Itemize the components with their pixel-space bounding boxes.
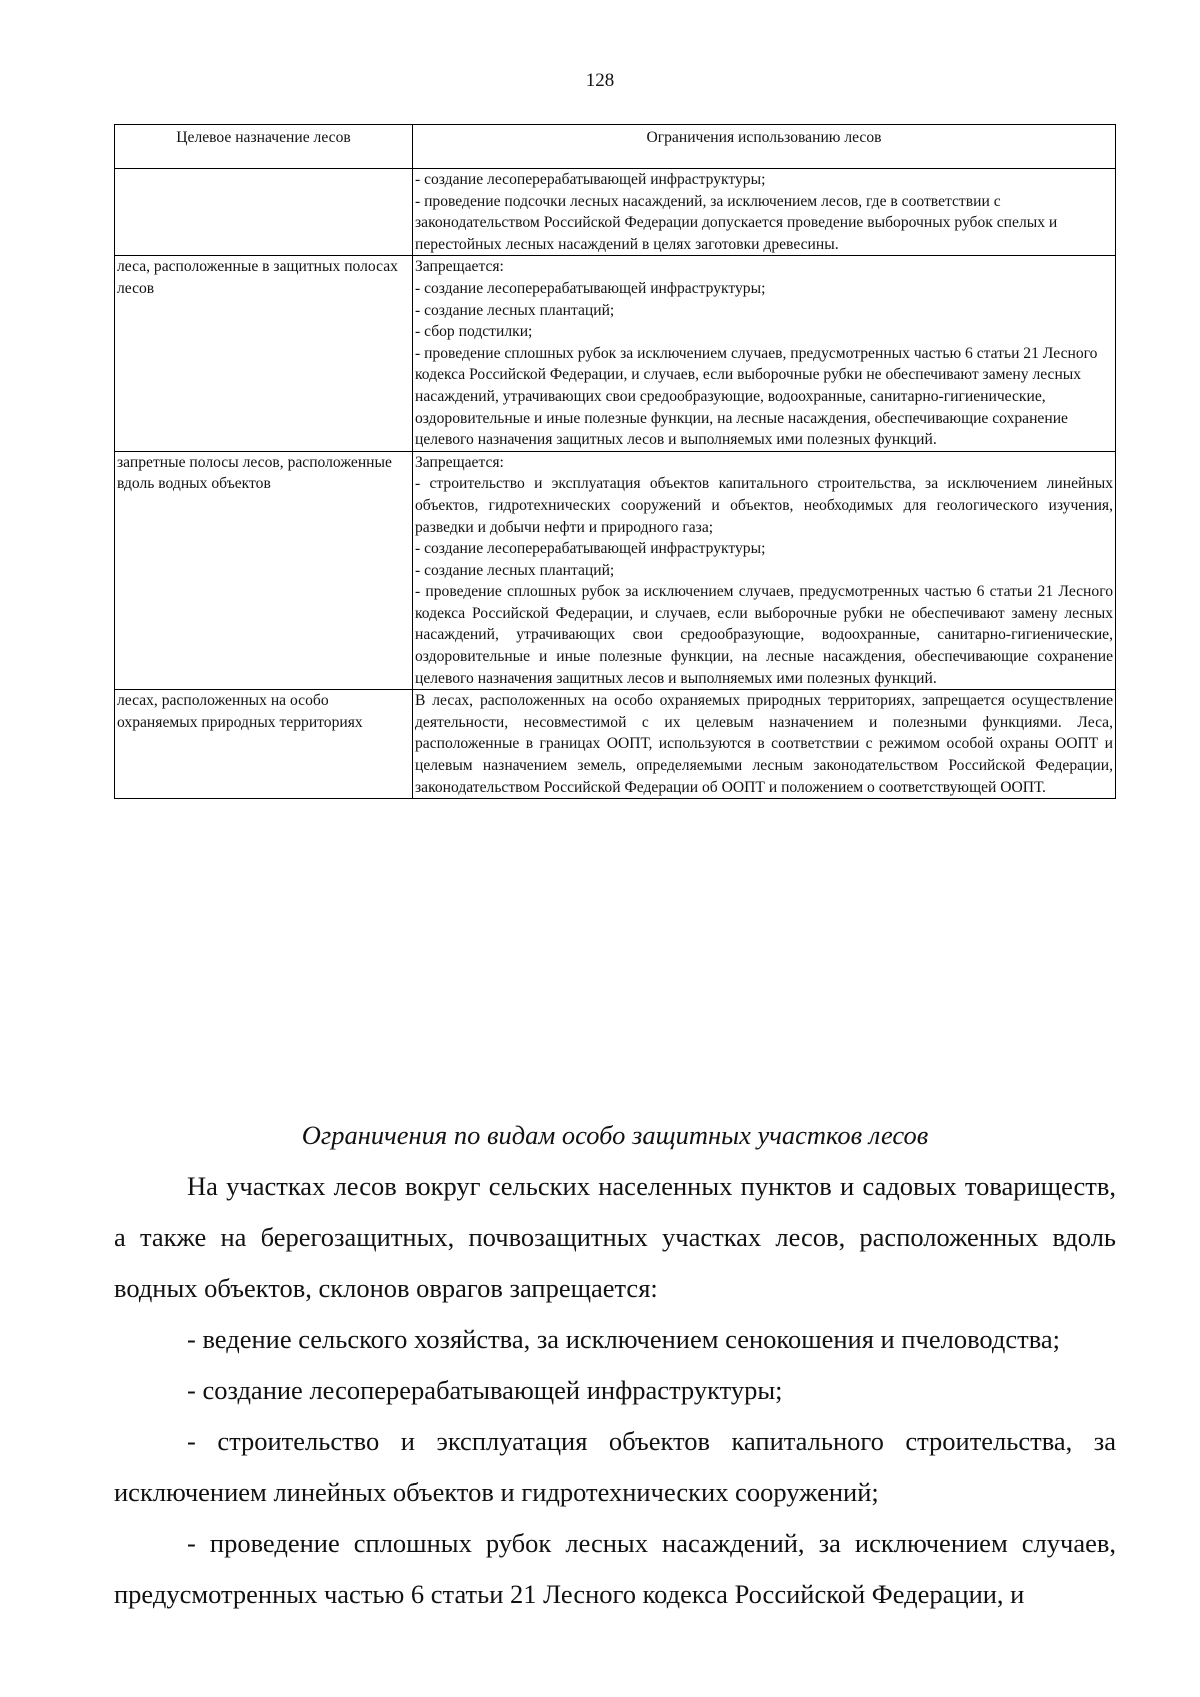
restriction-item: - создание лесоперерабатывающей инфраструктуры;	[415, 171, 766, 188]
restriction-item: - проведение сплошных рубок за исключением случаев, предусмотренных частью 6 статьи 21 Лесного кодекса Российской Федерации, и случаев, если выборочные рубки не обеспечивают замену лесных насаждений, утрачивающих свои средообразующие, водоохранные, санитарно-гигиенические, оздоровительные и иные полезные функции, на лесные насаждения, обеспечивающие сохранение целевого назначения защитных лесов и выполняемых ими полезных функций.	[415, 344, 1098, 449]
restriction-item: - проведение сплошных рубок за исключением случаев, предусмотренных частью 6 статьи 21 Лесного кодекса Российской Федерации, и случаев, если выборочные рубки не обеспечивают замену лесных насаждений, утрачивающих свои средообразующие, водоохранные, санитарно-гигиенические, оздоровительные и иные полезные функции, на лесные насаждения, обеспечивающие сохранение целевого назначения защитных лесов и выполняемых ими полезных функций.	[415, 583, 1113, 687]
cell-purpose: запретные полосы лесов, расположенные вдоль водных объектов	[115, 451, 413, 690]
restriction-item: - создание лесоперерабатывающей инфраструктуры;	[415, 540, 766, 558]
cell-purpose: лесах, расположенных на особо охраняемых природных территориях	[115, 690, 413, 799]
forest-restrictions-table	[114, 124, 1116, 799]
restriction-item: - создание лесных плантаций;	[415, 561, 615, 579]
cell-purpose: леса, расположенные в защитных полосах лесов	[115, 256, 413, 451]
header-restrictions: Ограничения использованию лесов	[413, 125, 1116, 169]
restriction-item: - создание лесных плантаций;	[415, 301, 615, 319]
paragraph: На участках лесов вокруг сельских населенных пунктов и садовых товариществ, а также на берегозащитных, почвозащитных участках лесов, расположенных вдоль водных объектов, склонов оврагов запрещается:	[114, 1171, 1116, 1303]
table-row	[115, 169, 1116, 256]
restriction-item: - строительство и эксплуатация объектов капитального строительства, за исключением линейных объектов, гидротехнических сооружений и объектов, необходимых для геологического изучения, разведки и добычи нефти и природного газа;	[415, 475, 1113, 536]
restriction-item: - сбор подстилки;	[415, 323, 533, 341]
cell-restrictions	[413, 690, 1116, 799]
restriction-item: В лесах, расположенных на особо охраняемых природных территориях, запрещается осуществление деятельности, несовместимой с их целевым назначением и полезными функциями. Леса, расположенные в границах ООПТ, используются в соответствии с режимом особой охраны ООПТ и целевым назначением земель, определяемыми лесным законодательством Российской Федерации, законодательством Российской Федерации об ООПТ и положением о соответствующей ООПТ.	[415, 692, 1113, 796]
restriction-item: - проведение подсочки лесных насаждений, за исключением лесов, где в соответствии с законодательством Российской Федерации допускается проведение выборочных рубок спелых и перестойных лесных насаждений в целях заготовки древесины.	[415, 192, 1058, 253]
paragraph: - создание лесоперерабатывающей инфраструктуры;	[187, 1375, 783, 1405]
table-row	[115, 451, 1116, 690]
section-title: Ограничения по видам особо защитных участков лесов	[301, 1120, 929, 1150]
table-header-row	[115, 125, 1116, 169]
header-purpose: Целевое назначение лесов	[115, 125, 413, 169]
cell-restrictions	[413, 256, 1116, 451]
paragraph: - ведение сельского хозяйства, за исключением сенокошения и пчеловодства;	[187, 1324, 1061, 1354]
restriction-item: Запрещается:	[415, 258, 504, 276]
cell-restrictions	[413, 169, 1116, 256]
cell-purpose	[115, 169, 413, 256]
page-number: 128	[585, 70, 615, 91]
table-row	[115, 690, 1116, 799]
paragraph: - строительство и эксплуатация объектов капитального строительства, за исключением линейных объектов и гидротехнических сооружений;	[114, 1426, 1116, 1507]
section-body	[114, 1110, 1116, 1620]
restriction-item: Запрещается:	[415, 453, 504, 471]
paragraph: - проведение сплошных рубок лесных насаждений, за исключением случаев, предусмотренных частью 6 статьи 21 Лесного кодекса Российской Федерации, и	[114, 1528, 1116, 1609]
table-row	[115, 256, 1116, 451]
cell-restrictions	[413, 451, 1116, 690]
restriction-item: - создание лесоперерабатывающей инфраструктуры;	[415, 279, 766, 297]
